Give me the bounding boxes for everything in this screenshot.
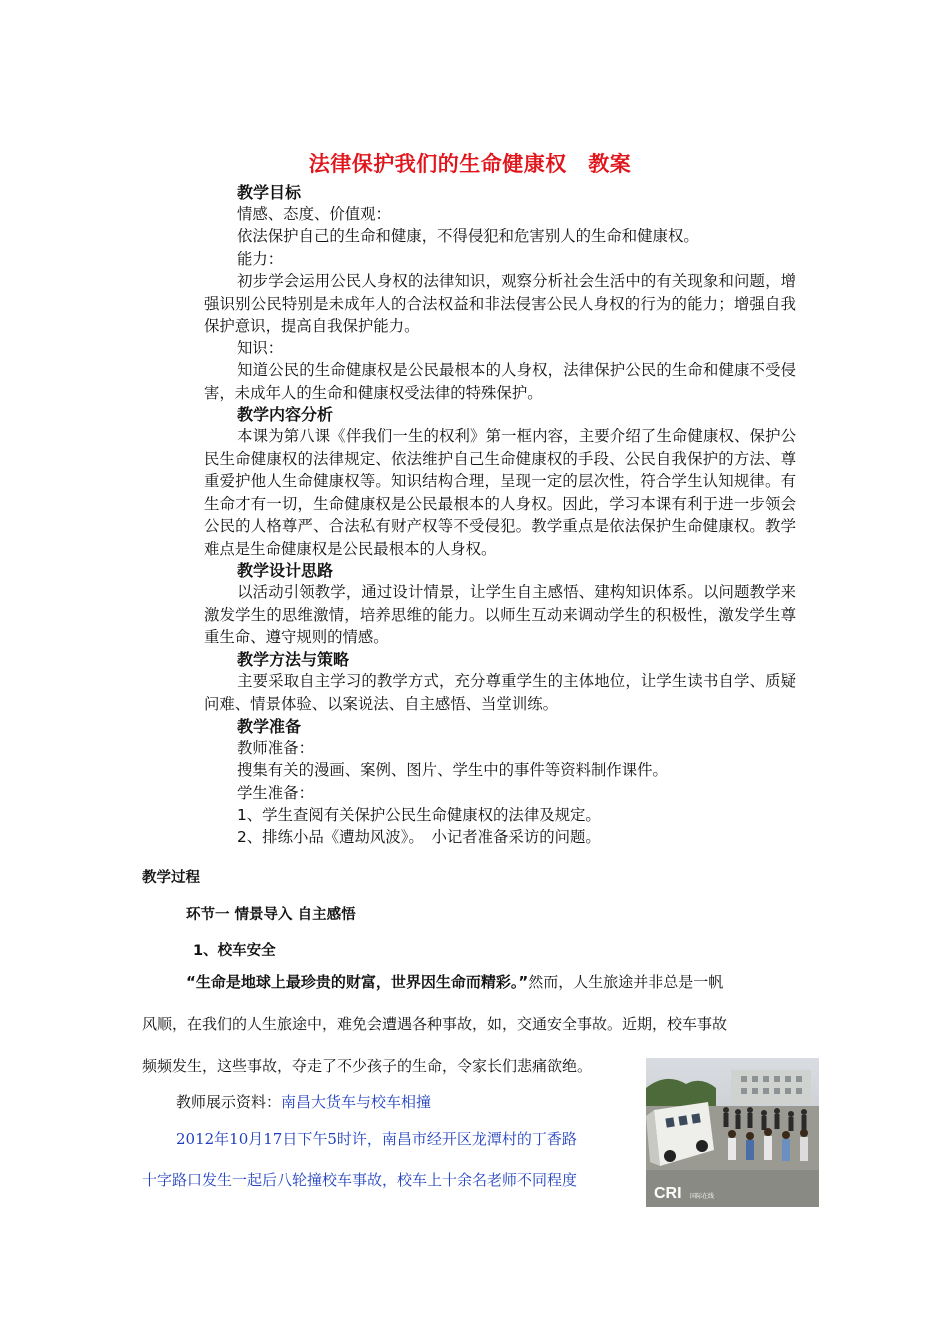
student-prep-label: 学生准备： (237, 784, 314, 802)
intro-line-3: 频频发生，这些事故，夺走了不少孩子的生命，令家长们悲痛欲绝。 (142, 1057, 593, 1075)
student-prep-item-1: 1、学生查阅有关保护公民生命健康权的法律及规定。 (237, 806, 601, 824)
knowledge-paragraph (204, 359, 796, 404)
news-line-2: 十字路口发生一起后八轮撞校车事故，校车上十余名老师不同程度 (142, 1171, 578, 1189)
material-title: 南昌大货车与校车相撞 (281, 1093, 432, 1111)
item-1-heading: 1、校车安全 (193, 943, 276, 959)
intro-line-1 (186, 964, 723, 1001)
design-paragraph (204, 581, 796, 649)
emotion-label: 情感、态度、价值观： (237, 205, 391, 223)
teacher-prep-text: 搜集有关的漫画、案例、图片、学生中的事件等资料制作课件。 (237, 761, 668, 779)
method-heading: 教学方法与策略 (237, 650, 350, 669)
news-line-1: 2012年10月17日下午5时许，南昌市经开区龙潭村的丁香路 (176, 1130, 577, 1148)
material-label: 教师展示资料： (176, 1093, 282, 1111)
design-text: 以活动引领教学，通过设计情景，让学生自主感悟、建构知识体系。以问题教学来激发学生的思维激情，培养思维的能力。以师生互动来调动学生的积极性，激发学生尊重生命、遵守规则的情感。 (204, 583, 796, 646)
analysis-text: 本课为第八课《伴我们一生的权利》第一框内容，主要介绍了生命健康权、保护公民生命健康权的法律规定、依法维护自己生命健康权的手段、公民自我保护的方法、尊重爱护他人生命健康权等。知识结构合理，呈现一定的层次性，符合学生认知规律。有生命才有一切，生命健康权是公民最根本的人身权。因此，学习本课有利于进一步领会公民的人格尊严、合法私有财产权等不受侵犯。教学重点是依法保护生命健康权。教学难点是生命健康权是公民最根本的人身权。 (204, 427, 796, 558)
student-prep-item-2: 2、排练小品《遭劫风波》。 小记者准备采访的问题。 (237, 828, 601, 846)
teacher-prep-label: 教师准备： (237, 739, 314, 757)
ability-text: 初步学会运用公民人身权的法律知识，观察分析社会生活中的有关现象和问题，增强识别公民特别是未成年人的合法权益和非法侵害公民人身权的行为的能力；增强自我保护意识，提高自我保护能力。 (204, 272, 796, 335)
stage-1-heading: 环节一 情景导入 自主感悟 (186, 907, 356, 923)
prep-heading: 教学准备 (237, 717, 302, 736)
overturned-school-bus-photo (646, 1058, 819, 1207)
design-heading: 教学设计思路 (237, 561, 334, 580)
ability-paragraph (204, 270, 796, 338)
knowledge-text: 知道公民的生命健康权是公民最根本的人身权，法律保护公民的生命和健康不受侵害，未成年人的生命和健康权受法律的特殊保护。 (204, 361, 796, 402)
method-paragraph (204, 670, 796, 715)
photo-logo: CRI (654, 1185, 682, 1202)
material-line (176, 1084, 431, 1121)
goals-heading: 教学目标 (237, 183, 302, 202)
page-title: 法律保护我们的生命健康权 教案 (308, 152, 632, 176)
analysis-paragraph (204, 425, 796, 560)
analysis-heading: 教学内容分析 (237, 405, 334, 424)
knowledge-label: 知识： (237, 339, 284, 357)
photo-logo-sub: 国际在线 (690, 1194, 715, 1200)
intro-quote: “生命是地球上最珍贵的财富，世界因生命而精彩。” (186, 973, 529, 991)
process-heading: 教学过程 (142, 870, 200, 886)
intro-line-2: 风顺，在我们的人生旅途中，难免会遭遇各种事故，如，交通安全事故。近期，校车事故 (142, 1015, 728, 1033)
method-text: 主要采取自主学习的教学方式，充分尊重学生的主体地位，让学生读书自学、质疑问难、情景体验、以案说法、自主感悟、当堂训练。 (204, 672, 796, 713)
intro-line-1-rest: 然而，人生旅途并非总是一帆 (528, 973, 724, 991)
emotion-text: 依法保护自己的生命和健康，不得侵犯和危害别人的生命和健康权。 (237, 227, 699, 245)
ability-label: 能力： (237, 250, 284, 268)
